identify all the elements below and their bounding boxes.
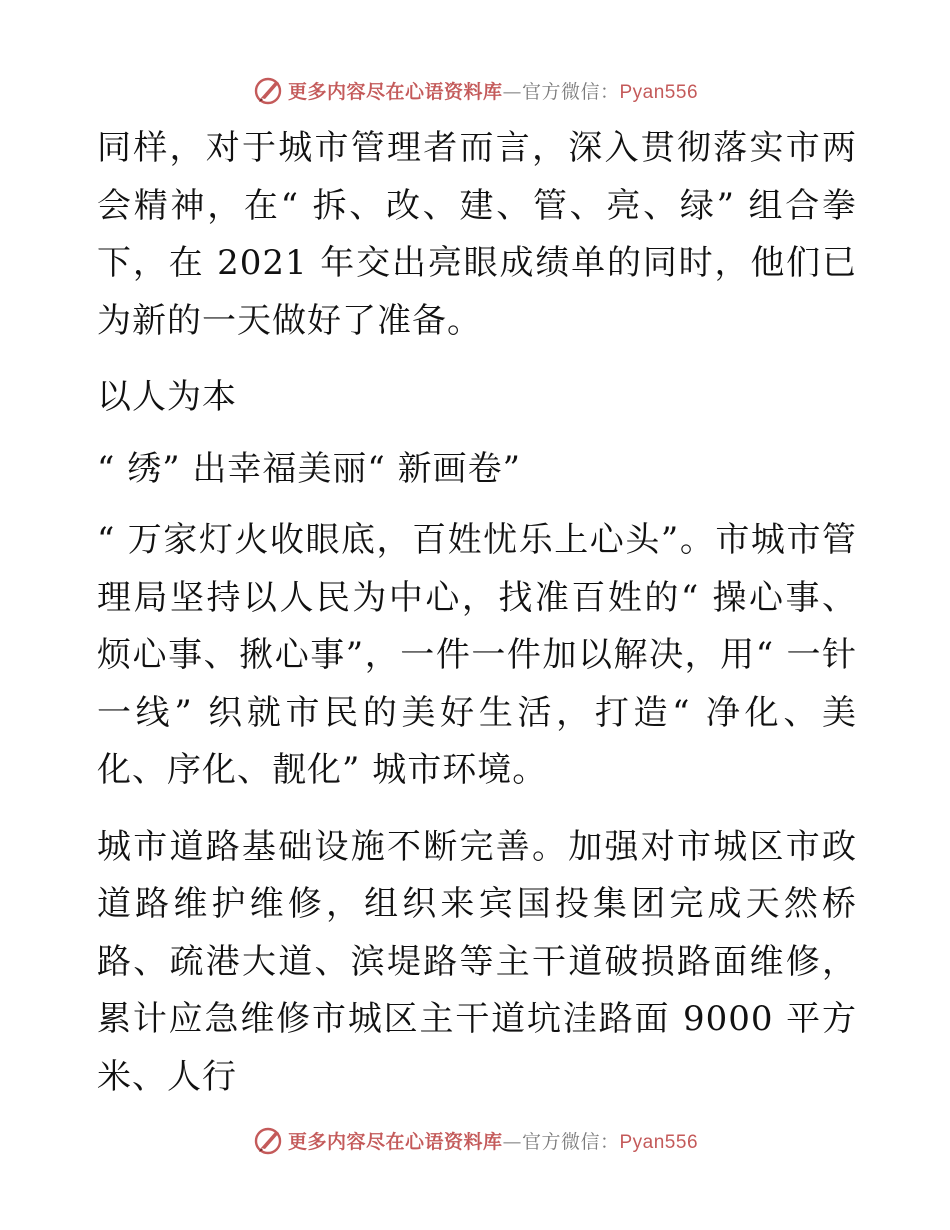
quill-pen-logo-icon bbox=[252, 74, 284, 106]
section-subheading: “ 绣” 出幸福美丽“ 新画卷” bbox=[97, 448, 521, 489]
quill-pen-logo-icon bbox=[252, 1124, 284, 1156]
header-banner-separator: — bbox=[502, 80, 522, 103]
footer-banner-main: 更多内容尽在心语资料库 bbox=[287, 1130, 503, 1153]
footer-banner-wechat-id: Pyan556 bbox=[619, 1131, 699, 1153]
header-banner-main: 更多内容尽在心语资料库 bbox=[287, 80, 503, 103]
header-banner-wechat-id: Pyan556 bbox=[619, 81, 699, 103]
footer-banner-text bbox=[288, 1127, 698, 1154]
paragraph-people-centered: “ 万家灯火收眼底，百姓忧乐上心头”。市城市管理局坚持以人民为中心，找准百姓的“ 操心事、烦心事、揪心事”，一件一件加以解决，用“ 一针一线” 织就市民的美好生活，打造“ 净化、美化、序化、靓化” 城市环境。 bbox=[97, 520, 857, 790]
section-heading: 以人为本 bbox=[97, 377, 237, 417]
paragraph-road-infrastructure: 城市道路基础设施不断完善。加强对市城区市政道路维护维修，组织来宾国投集团完成天然桥路、疏港大道、滨堤路等主干道破损路面维修，累计应急维修市城区主干道坑洼路面 9000 平方米、人行 bbox=[97, 826, 857, 1097]
header-banner-text bbox=[288, 77, 698, 104]
paragraph-intro: 同样，对于城市管理者而言，深入贯彻落实市两会精神，在“ 拆、改、建、管、亮、绿” 组合拳下，在 2021 年交出亮眼成绩单的同时，他们已为新的一天做好了准备。 bbox=[97, 128, 857, 341]
footer-banner-label: 官方微信： bbox=[521, 1130, 620, 1153]
header-banner-label: 官方微信： bbox=[521, 80, 620, 103]
header-banner bbox=[0, 70, 950, 110]
footer-banner bbox=[0, 1120, 950, 1160]
footer-banner-separator: — bbox=[502, 1130, 522, 1153]
document-body bbox=[97, 120, 857, 1125]
